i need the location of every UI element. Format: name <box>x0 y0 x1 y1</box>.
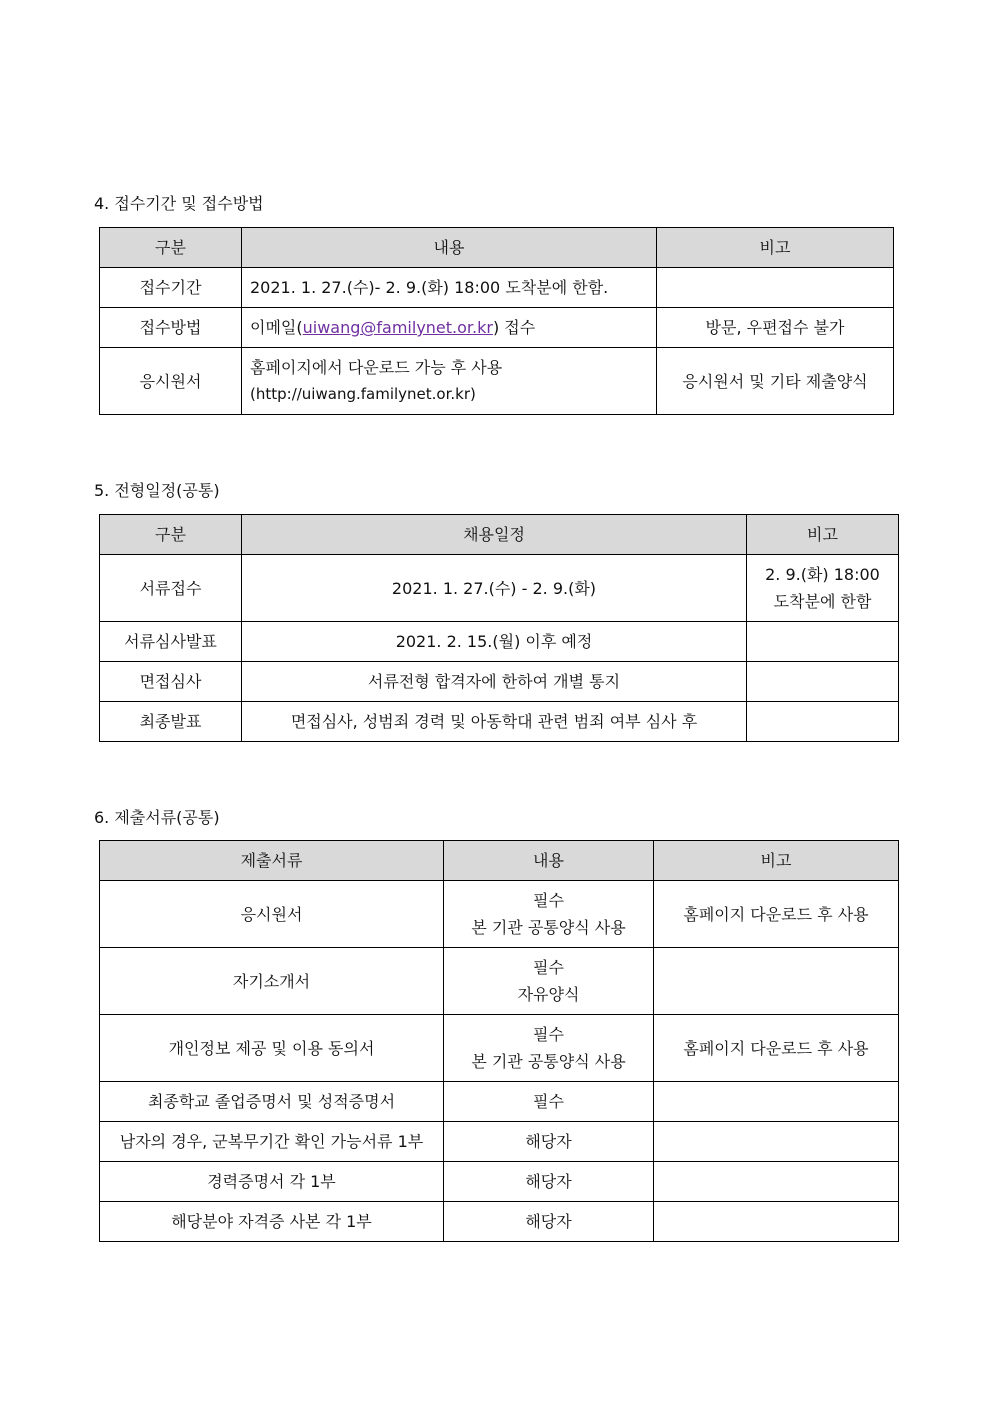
table-row <box>100 702 899 742</box>
content-line-1: 필수 <box>533 891 564 910</box>
row-label: 최종발표 <box>100 702 242 742</box>
row-content: 면접심사, 성범죄 경력 및 아동학대 관련 범죄 여부 심사 후 <box>242 702 747 742</box>
row-label: 서류심사발표 <box>100 622 242 662</box>
homepage-url: (http://uiwang.familynet.or.kr) <box>250 385 476 403</box>
row-content: 2021. 1. 27.(수)- 2. 9.(화) 18:00 도착분에 한함. <box>242 268 657 308</box>
content-line-1: 홈페이지에서 다운로드 가능 후 사용 <box>250 358 503 377</box>
section-5-title: 5. 전형일정(공통) <box>94 481 220 500</box>
header-note: 비고 <box>747 515 899 555</box>
table-row <box>100 555 899 622</box>
row-note <box>747 662 899 702</box>
section-6-title: 6. 제출서류(공통) <box>94 808 220 827</box>
table-row <box>100 622 899 662</box>
doc-content <box>444 1015 654 1082</box>
doc-content <box>444 881 654 948</box>
row-label: 서류접수 <box>100 555 242 622</box>
doc-name: 해당분야 자격증 사본 각 1부 <box>100 1202 444 1242</box>
row-label: 응시원서 <box>100 348 242 415</box>
table-row <box>100 662 899 702</box>
section-6-table <box>99 840 899 1242</box>
doc-note <box>654 1202 899 1242</box>
row-content <box>242 348 657 415</box>
content-line-1: 필수 <box>533 1025 564 1044</box>
content-line-2: 자유양식 <box>517 985 580 1004</box>
row-content: 2021. 1. 27.(수) - 2. 9.(화) <box>242 555 747 622</box>
content-line-2: 본 기관 공통양식 사용 <box>471 918 626 937</box>
header-gubun: 구분 <box>100 228 242 268</box>
doc-note: 홈페이지 다운로드 후 사용 <box>654 881 899 948</box>
doc-note <box>654 948 899 1015</box>
content-line-2: 본 기관 공통양식 사용 <box>471 1052 626 1071</box>
table-row <box>100 1162 899 1202</box>
doc-content <box>444 948 654 1015</box>
doc-content: 해당자 <box>444 1122 654 1162</box>
header-note: 비고 <box>657 228 894 268</box>
table-row <box>100 1122 899 1162</box>
table-row <box>100 268 894 308</box>
section-4-title: 4. 접수기간 및 접수방법 <box>94 194 264 213</box>
row-content <box>242 308 657 348</box>
table-row <box>100 1082 899 1122</box>
row-label: 접수기간 <box>100 268 242 308</box>
row-note: 방문, 우편접수 불가 <box>657 308 894 348</box>
doc-name: 자기소개서 <box>100 948 444 1015</box>
content-line-1: 필수 <box>533 958 564 977</box>
row-content: 2021. 2. 15.(월) 이후 예정 <box>242 622 747 662</box>
email-suffix: ) 접수 <box>492 318 536 337</box>
row-note <box>747 555 899 622</box>
note-line-2: 도착분에 한함 <box>773 592 872 611</box>
row-note <box>747 622 899 662</box>
email-link[interactable]: uiwang@familynet.or.kr <box>302 318 493 337</box>
doc-content: 해당자 <box>444 1202 654 1242</box>
doc-content: 필수 <box>444 1082 654 1122</box>
email-prefix: 이메일( <box>250 318 303 337</box>
doc-name: 개인정보 제공 및 이용 동의서 <box>100 1015 444 1082</box>
doc-note: 홈페이지 다운로드 후 사용 <box>654 1015 899 1082</box>
row-label: 면접심사 <box>100 662 242 702</box>
section-5-table <box>99 514 899 742</box>
doc-note <box>654 1162 899 1202</box>
header-content: 내용 <box>242 228 657 268</box>
section-4-table <box>99 227 894 415</box>
table-row <box>100 1015 899 1082</box>
row-label: 접수방법 <box>100 308 242 348</box>
doc-content: 해당자 <box>444 1162 654 1202</box>
header-schedule: 채용일정 <box>242 515 747 555</box>
doc-note <box>654 1082 899 1122</box>
table-row <box>100 881 899 948</box>
table-row <box>100 348 894 415</box>
doc-name: 최종학교 졸업증명서 및 성적증명서 <box>100 1082 444 1122</box>
row-note: 응시원서 및 기타 제출양식 <box>657 348 894 415</box>
header-documents: 제출서류 <box>100 841 444 881</box>
doc-name: 응시원서 <box>100 881 444 948</box>
row-note <box>747 702 899 742</box>
doc-note <box>654 1122 899 1162</box>
row-note <box>657 268 894 308</box>
note-line-1: 2. 9.(화) 18:00 <box>765 565 880 584</box>
header-content: 내용 <box>444 841 654 881</box>
table-row <box>100 1202 899 1242</box>
header-note: 비고 <box>654 841 899 881</box>
doc-name: 남자의 경우, 군복무기간 확인 가능서류 1부 <box>100 1122 444 1162</box>
table-row <box>100 948 899 1015</box>
doc-name: 경력증명서 각 1부 <box>100 1162 444 1202</box>
header-gubun: 구분 <box>100 515 242 555</box>
row-content: 서류전형 합격자에 한하여 개별 통지 <box>242 662 747 702</box>
table-row <box>100 308 894 348</box>
